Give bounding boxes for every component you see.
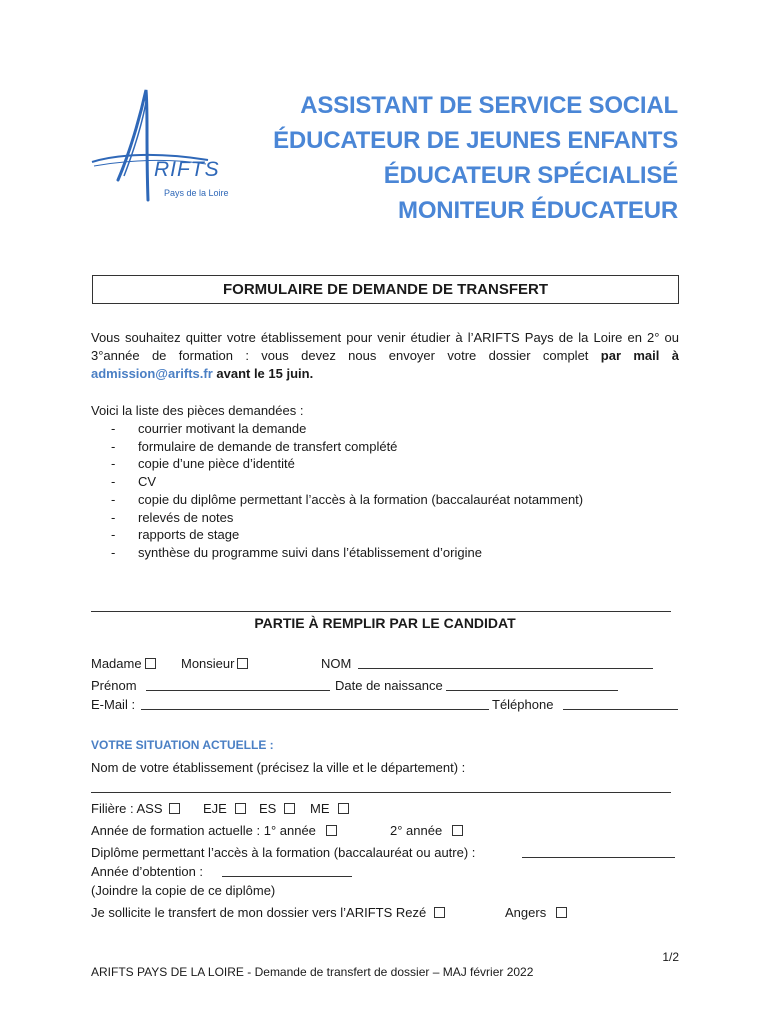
checkbox-annee-2[interactable] [452, 825, 463, 836]
annee-2[interactable]: 2° année [390, 822, 463, 840]
filiere-eje[interactable]: EJE [203, 800, 246, 818]
footer-text: ARIFTS PAYS DE LA LOIRE - Demande de transfert de dossier – MAJ février 2022 [91, 965, 534, 979]
annee-1[interactable]: Année de formation actuelle : 1° année [91, 822, 337, 840]
title-line: ÉDUCATEUR DE JEUNES ENFANTS [273, 127, 678, 154]
situation-title: VOTRE SITUATION ACTUELLE : [91, 738, 274, 752]
intro-paragraph [91, 329, 679, 383]
section-title: PARTIE À REMPLIR PAR LE CANDIDAT [254, 615, 516, 631]
title-line: ASSISTANT DE SERVICE SOCIAL [300, 92, 678, 119]
list-item: - copie du diplôme permettant l’accès à la formation (baccalauréat notamment) [111, 491, 584, 507]
prenom-label: Prénom [91, 678, 137, 693]
checkbox-me[interactable] [338, 803, 349, 814]
page-number: 1/2 [662, 950, 679, 964]
telephone-label: Téléphone [492, 697, 554, 712]
telephone-field[interactable] [563, 709, 678, 710]
prenom-field[interactable] [146, 690, 330, 691]
email-label: E-Mail : [91, 697, 136, 712]
intro-text: Vous souhaitez quitter votre établissement pour venir étudier à l’ARIFTS Pays de la Loire en 2° ou 3°année de formation : vous devez nous envoyer votre dossier complet [91, 330, 679, 363]
divider [91, 611, 671, 612]
logo-text: RIFTS [154, 158, 220, 181]
checkbox-angers[interactable] [556, 907, 567, 918]
date-naissance-label: Date de naissance [335, 678, 443, 693]
list-item: - rapports de stage [111, 527, 240, 543]
form-title: FORMULAIRE DE DEMANDE DE TRANSFERT [92, 275, 679, 304]
monsieur-option[interactable]: Monsieur [181, 655, 248, 673]
intro-bold: par mail à [600, 348, 679, 363]
filiere-es[interactable]: ES [259, 800, 295, 818]
checkbox-eje[interactable] [235, 803, 246, 814]
title-line: ÉDUCATEUR SPÉCIALISÉ [383, 162, 678, 189]
arifts-logo [88, 82, 248, 212]
deadline-text: avant le 15 juin. [212, 366, 314, 381]
filiere-ass[interactable]: Filière : ASS [91, 800, 180, 818]
checkbox-es[interactable] [284, 803, 295, 814]
pieces-list [111, 420, 583, 562]
madame-option[interactable]: Madame [91, 655, 156, 673]
list-item: - courrier motivant la demande [111, 421, 307, 436]
nom-field[interactable] [358, 668, 653, 669]
logo-subtitle: Pays de la Loire [164, 188, 229, 198]
diplome-label: Diplôme permettant l’accès à la formation (baccalauréat ou autre) : [91, 845, 476, 860]
joindre-note: (Joindre la copie de ce diplôme) [91, 883, 276, 898]
obtention-field[interactable] [222, 876, 352, 877]
title-line: MONITEUR ÉDUCATEUR [398, 197, 678, 224]
list-item: - CV [111, 474, 157, 490]
checkbox-reze[interactable] [434, 907, 445, 918]
checkbox-ass[interactable] [169, 803, 180, 814]
email-field[interactable] [141, 709, 489, 710]
transfert-reze[interactable]: Je sollicite le transfert de mon dossier vers l’ARIFTS Rezé [91, 904, 445, 922]
etablissement-label: Nom de votre établissement (précisez la ville et le département) : [91, 760, 466, 775]
list-item: - synthèse du programme suivi dans l’établissement d’origine [111, 544, 482, 560]
filiere-me[interactable]: ME [310, 800, 349, 818]
date-naissance-field[interactable] [446, 690, 618, 691]
list-intro: Voici la liste des pièces demandées : [91, 403, 304, 418]
checkbox-madame[interactable] [145, 658, 156, 669]
diplome-field[interactable] [522, 857, 675, 858]
list-item: - formulaire de demande de transfert complété [111, 438, 398, 454]
nom-label: NOM [321, 656, 352, 671]
email-link[interactable]: admission@arifts.fr [91, 366, 213, 381]
obtention-label: Année d’obtention : [91, 864, 204, 879]
checkbox-annee-1[interactable] [326, 825, 337, 836]
checkbox-monsieur[interactable] [237, 658, 248, 669]
list-item: - copie d’une pièce d’identité [111, 456, 295, 472]
list-item: - relevés de notes [111, 509, 234, 525]
formation-titles [273, 88, 678, 228]
etablissement-field[interactable] [91, 792, 671, 793]
transfert-angers[interactable]: Angers [505, 904, 567, 922]
